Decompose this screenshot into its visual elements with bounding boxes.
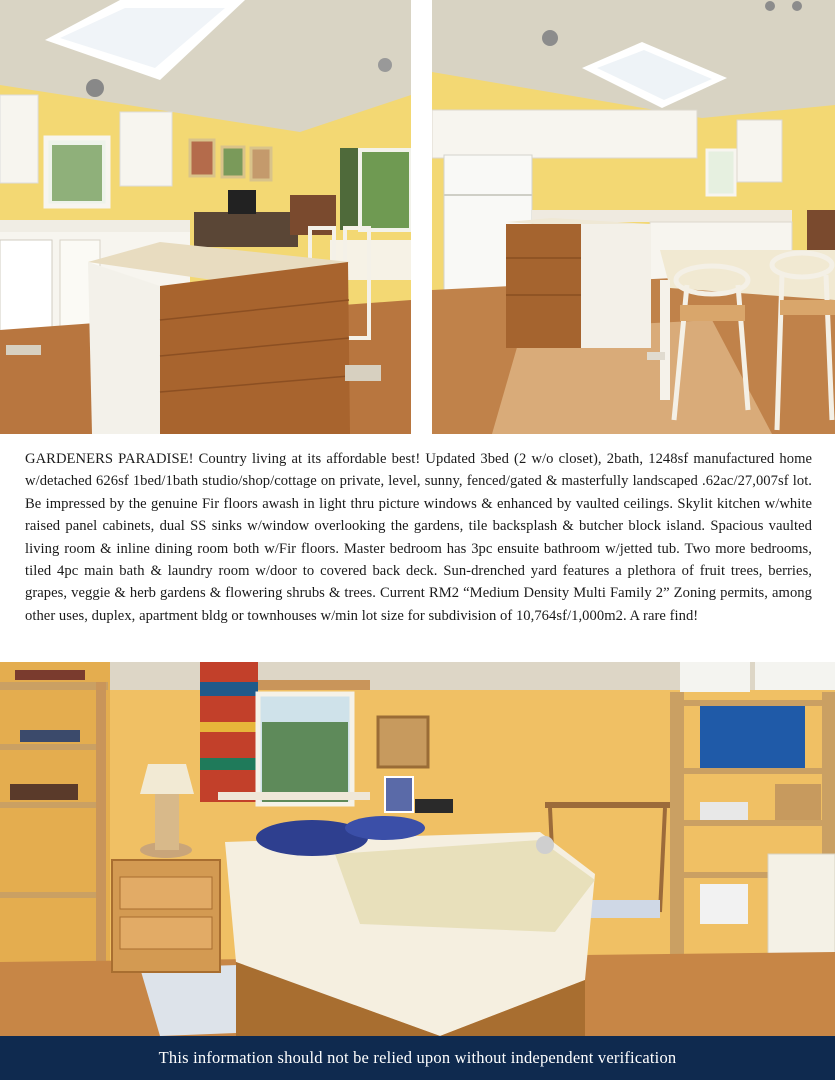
bedroom-photo	[0, 662, 835, 1036]
kitchen-photo-right	[432, 0, 835, 434]
disclaimer-bar	[0, 1036, 835, 1080]
disclaimer-text: This information should not be relied upon without independent verification	[158, 1048, 677, 1067]
listing-description: GARDENERS PARADISE! Country living at its affordable best! Updated 3bed (2 w/o closet), 2bath, 1248sf manufactured home w/detached 626sf 1bed/1bath studio/shop/cottage on private, level, sunny, fenced/gated & masterfully landscaped .62ac/27,007sf lot. Be impressed by the genuine Fir floors awash in light thru picture windows & enhanced by vaulted ceilings. Skylit kitchen w/white raised panel cabinets, dual SS sinks w/window overlooking the gardens, tile backsplash & butcher block island. Spacious vaulted living room & inline dining room both w/Fir floors. Master bedroom has 3pc ensuite bathroom w/jetted tub. Two more bedrooms, tiled 4pc main bath & laundry room w/door to covered back deck. Sun-drenched yard features a plethora of fruit trees, berries, grapes, veggie & herb gardens & flowering shrubs & trees. Current RM2 “Medium Density Multi Family 2” Zoning permits, among other uses, duplex, apartment bldg or townhouses w/min lot size for subdivision of 10,764sf/1,000m2. A rare find!	[25, 451, 812, 624]
kitchen-photo-left	[0, 0, 411, 434]
